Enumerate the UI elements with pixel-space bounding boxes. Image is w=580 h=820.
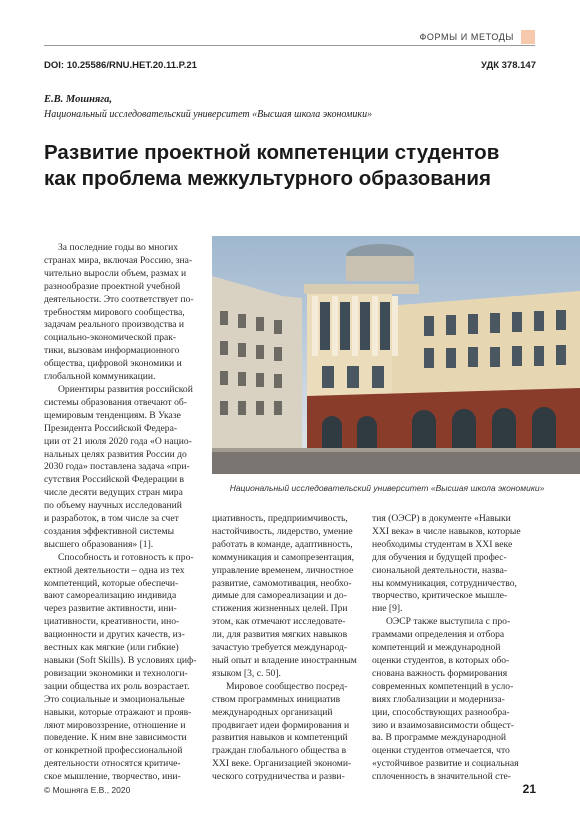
text-line: для обучения и будущей профес- (372, 551, 507, 563)
header-rule (44, 45, 535, 46)
text-line: развитие, самомотивация, необхо- (212, 577, 352, 589)
text-line: навыки (Soft Skills). В условиях циф- (44, 655, 197, 666)
text-line: требностям мирового сообщества, (44, 306, 185, 318)
text-line: ляют мировоззрение, отношение и (44, 719, 186, 731)
text-line: задачам реального производства и (44, 319, 185, 331)
text-line: общества, цифровой экономики и (44, 358, 182, 370)
text-line: ством программных инициатив (212, 693, 341, 705)
text-line: ровизации экономики и технологи- (44, 667, 188, 679)
text-line: деятельности. Это соответствует по- (44, 293, 194, 305)
text-line: ние [9]. (372, 603, 403, 615)
text-line: За последние годы во многих (58, 242, 179, 253)
text-line: компетенций и международной (372, 642, 501, 654)
text-line: ектной деятельности – одна из тех (44, 564, 185, 576)
text-line: развития навыков и компетенций (212, 732, 348, 744)
text-line: числе десяти ведущих стран мира (44, 487, 183, 499)
text-line: ческого сотрудничества и разви- (212, 771, 345, 783)
text-line: зию и взаимозависимости общест- (372, 719, 515, 731)
text-line: компетенций, которые обеспечи- (44, 577, 179, 589)
text-line: ции от 21 июля 2020 года «О нацио- (44, 435, 192, 447)
text-line: международных организаций (212, 706, 333, 718)
text-line: ское мышление, творчество, ини- (44, 771, 181, 783)
text-line: граммами определения и отбора (372, 629, 505, 641)
text-line: по объему научных исследований (44, 500, 182, 512)
text-line: высшего образования» [1]. (44, 538, 154, 550)
text-line: «устойчивое развитие и социальная (372, 758, 519, 770)
text-line: димые для самореализации и до- (212, 590, 347, 602)
author-name: Е.В. Мошняга, (44, 94, 113, 105)
text-line: зачастую требуется международ- (212, 642, 348, 654)
text-line: поведение. К ним вне зависимости (44, 732, 187, 744)
text-line: ли, для развития мягких навыков (212, 629, 348, 641)
text-line: от конкретной профессиональной (44, 745, 183, 757)
text-line: через развитие активности, ини- (44, 603, 177, 615)
title-line-1: Развитие проектной компетенции студентов (44, 141, 500, 164)
text-column-left (44, 242, 204, 784)
doi-text: DOI: 10.25586/RNU.HET.20.11.P.21 (44, 60, 197, 71)
text-line: Мировое сообщество посред- (226, 680, 348, 692)
page-number: 21 (522, 782, 536, 796)
text-column-right (372, 513, 536, 784)
article-title (44, 140, 544, 192)
photo-caption: Национальный исследовательский университет «Высшая школа экономики» (229, 483, 545, 493)
text-line: глобальной коммуникации. (44, 371, 156, 383)
copyright-note: © Мошняга Е.В., 2020 (44, 785, 131, 795)
text-line: виях глобализации и модерниза- (372, 693, 505, 705)
section-color-block (521, 30, 535, 44)
text-line: необходимы студентам в XXI веке (372, 538, 513, 550)
text-line: системы образования отвечают об- (44, 396, 187, 408)
text-line: сплоченность в значительной сте- (372, 771, 512, 783)
text-line: вают самореализацию индивида (44, 590, 177, 602)
text-line: оценки студентов отмечается, что (372, 745, 510, 757)
author-affiliation: Национальный исследовательский университет «Высшая школа экономики» (44, 109, 373, 120)
text-line: ОЭСР также выступила с про- (386, 616, 511, 628)
text-line: XXI века» в числе навыков, которые (372, 525, 521, 537)
text-line: сутствия Российской Федерации в (44, 474, 185, 486)
text-line: продвигает идеи формирования и (212, 719, 350, 731)
text-column-middle (212, 513, 368, 784)
text-line: современных компетенций в усло- (372, 680, 514, 692)
text-line: оценки студентов, в которых обо- (372, 654, 510, 666)
building-illustration (212, 236, 580, 474)
text-line: Это социальные и эмоциональные (44, 693, 185, 705)
text-line: граждан глобального общества в (212, 745, 347, 757)
text-line: вационности и других качеств, из- (44, 629, 185, 641)
text-line: странах мира, включая Россию, зна- (44, 254, 193, 266)
text-line: ва. В программе международной (372, 732, 507, 744)
text-line: этом, как отмечают исследовате- (212, 616, 346, 628)
text-line: циативности, креативности, ино- (44, 616, 180, 628)
text-line: и разработок, в том числе за счет (44, 513, 179, 525)
text-line: творчество, критическое мышле- (372, 590, 508, 602)
text-line: циативность, предприимчивость, (212, 513, 348, 524)
building-photo (212, 236, 580, 474)
text-line: вестных как мягкие (или гибкие) (44, 642, 179, 654)
text-line: снована важность формирования (372, 667, 508, 679)
text-line: ции, способствующих разнообра- (372, 706, 510, 718)
text-line: управление временем, личностное (212, 564, 354, 576)
text-line: тия (ОЭСР) в документе «Навыки (372, 513, 511, 524)
text-line: работать в команде, адаптивность, (212, 538, 353, 550)
text-line: навыки, которые отражают и прояв- (44, 706, 192, 718)
text-line: зации общества их роль возрастает. (44, 680, 190, 692)
text-line: Президента Российской Федера- (44, 422, 178, 434)
text-line: деятельности относятся критиче- (44, 758, 181, 770)
text-line: Ориентиры развития российской (58, 383, 193, 395)
text-line: социально-экономической прак- (44, 332, 177, 344)
text-line: Способность и готовность к про- (58, 551, 194, 563)
text-line: щемировым тенденциям. В Указе (44, 409, 181, 421)
text-line: стижения жизненных целей. При (212, 603, 348, 615)
text-line: разнообразие проектной учебной (44, 280, 181, 292)
section-label: ФОРМЫ И МЕТОДЫ (419, 32, 514, 42)
text-line: коммуникация и самопрезентация, (212, 551, 355, 563)
text-line: нальных целях развития России до (44, 448, 187, 460)
text-line: настойчивость, лидерство, умение (212, 525, 353, 537)
text-line: тики, вызовам информационного (44, 345, 180, 357)
text-line: языком [3, с. 50]. (212, 667, 281, 679)
text-line: 2030 года» поставлена задача «при- (44, 461, 190, 473)
text-line: сиональной деятельности, назва- (372, 564, 508, 576)
udk-text: УДК 378.147 (481, 60, 536, 71)
text-line: ный опыт и владение иностранным (212, 654, 357, 666)
text-line: чительно выросли объем, размах и (44, 267, 187, 279)
text-line: XXI веке. Организацией экономи- (212, 758, 352, 770)
title-line-2: как проблема межкультурного образования (44, 167, 491, 190)
text-line: создания эффективной системы (44, 525, 175, 537)
text-line: ны коммуникация, сотрудничество, (372, 577, 517, 589)
